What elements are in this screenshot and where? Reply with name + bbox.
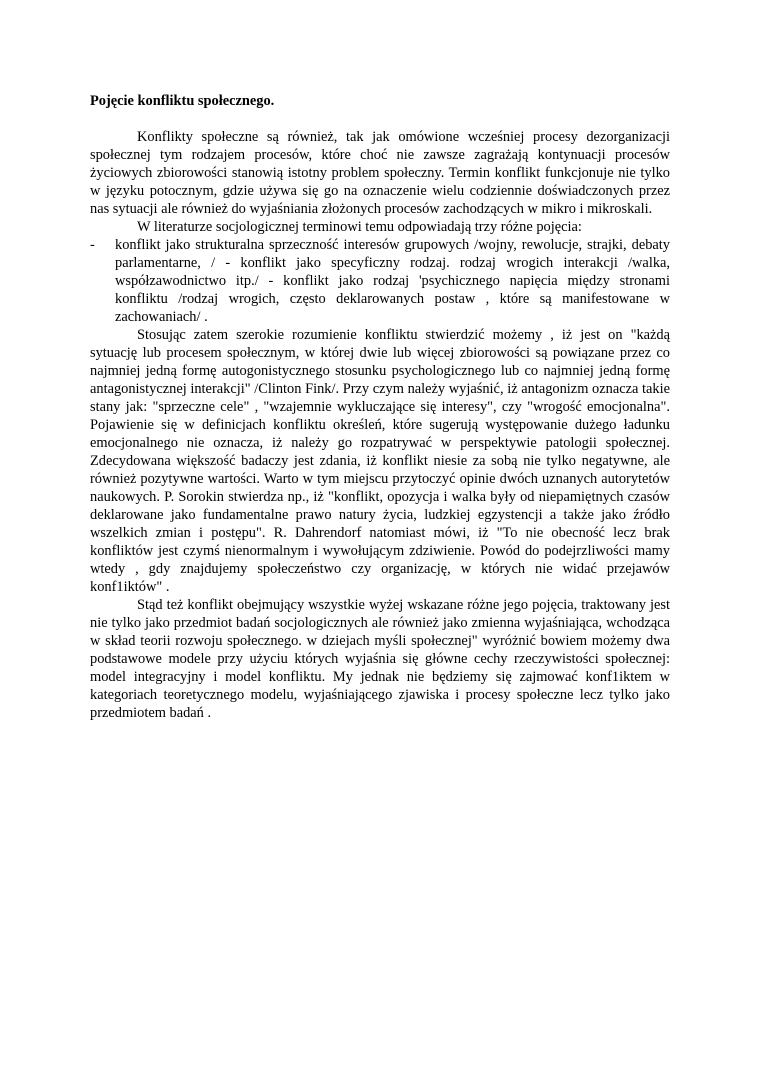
paragraph-intro: Konflikty społeczne są również, tak jak omówione wcześniej procesy dezorganizacji społecznej tym rodzajem procesów, które choć nie zawsze zagrażają kontynuacji procesów życiowych zbiorowości stanowią istotny problem społeczny. Termin konflikt funkcjonuje nie tylko w języku potocznym, gdzie używa się go na oznaczenie wielu codziennie doświadczonych przez nas sytuacji ale również do wyjaśniania złożonych procesów zachodzących w mikro i mikroskali.	[90, 129, 670, 217]
concept-list	[90, 236, 670, 326]
document-title: Pojęcie konfliktu społecznego.	[90, 93, 275, 109]
document-page	[90, 92, 670, 722]
list-item-text: konflikt jako strukturalna sprzeczność interesów grupowych /wojny, rewolucje, strajki, debaty parlamentarne, / - konflikt jako specyficzny rodzaj. rodzaj wrogich interakcji /walka, współzawodnictwo itp./ - konflikt jako rodzaj 'psychicznego napięcia między stronami konfliktu /rodzaj wrogich, często deklarowanych postaw , które są manifestowane w zachowaniach/ .	[115, 237, 670, 325]
list-item	[90, 236, 670, 326]
list-bullet: -	[90, 237, 95, 253]
paragraph-conclusion: Stąd też konflikt obejmujący wszystkie wyżej wskazane różne jego pojęcia, traktowany jest nie tylko jako przedmiot badań socjologicznych ale również jako zmienna wyjaśniająca, wchodząca w skład teorii rozwoju społecznego. w dziejach myśli społecznej" wyróżnić bowiem możemy dwa podstawowe modele przy użyciu których wyjaśnia się główne cechy rzeczywistości społecznej: model integracyjny i model konfliktu. My jednak nie będziemy się zajmować konf1iktem w kategoriach teoretycznego modelu, wyjaśniającego zjawiska i procesy społeczne lecz tylko jako przedmiotem badań .	[90, 597, 670, 721]
paragraph-literature: W literaturze socjologicznej terminowi temu odpowiadają trzy różne pojęcia:	[137, 219, 582, 235]
paragraph-definition: Stosując zatem szerokie rozumienie konfliktu stwierdzić możemy , iż jest on "każdą sytuację lub procesem społecznym, w której dwie lub więcej zbiorowości są powiązane przez co najmniej jedną formę autogonistycznego stosunku psychologicznego lub co najmniej jedną formę antagonistycznej interakcji" /Clinton Fink/. Przy czym należy wyjaśnić, iż antagonizm oznacza takie stany jak: "sprzeczne cele" , "wzajemnie wykluczające się interesy", czy "wrogość emocjonalna". Pojawienie się w definicjach konfliktu określeń, które sugerują występowanie dużego ładunku emocjonalnego nie oznacza, iż należy go rozpatrywać w perspektywie patologii społecznej. Zdecydowana większość badaczy jest zdania, iż konflikt niesie za sobą nie tylko negatywne, ale również pozytywne wartości. Warto w tym miejscu przytoczyć opinie dwóch uznanych autorytetów naukowych. P. Sorokin stwierdza np., iż "konflikt, opozycja i walka były od niepamiętnych czasów deklarowane jako fundamentalne prawo natury życia, ludzkiej egzystencji a także jako źródło wszelkich zmian i postępu". R. Dahrendorf natomiast mówi, iż "To nie obecność lecz brak konfliktów jest czymś nienormalnym i wywołującym zdziwienie. Powód do podejrzliwości mamy wtedy , gdy znajdujemy społeczeństwo czy organizację, w których nie widać przejawów konf1iktów" .	[90, 327, 670, 595]
